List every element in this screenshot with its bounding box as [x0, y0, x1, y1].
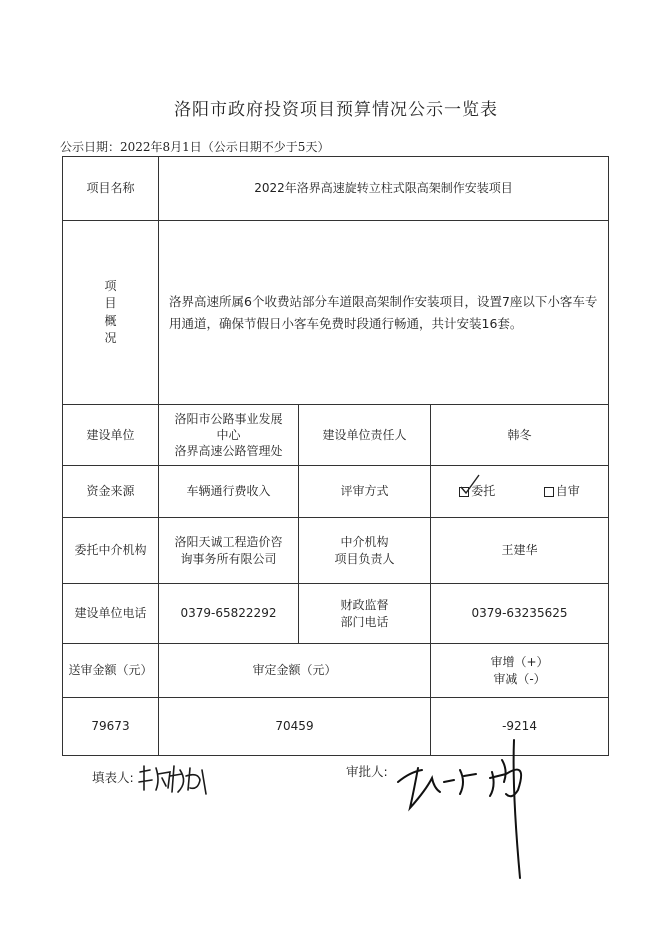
- publish-date: 公示日期：2022年8月1日（公示日期不少于5天）: [60, 140, 330, 154]
- construction-unit-line: 洛阳市公路事业发展: [174, 411, 283, 426]
- project-name-label: 项目名称: [63, 157, 159, 221]
- phone-value: 0379-65822292: [159, 584, 299, 644]
- row-funding: [63, 466, 609, 518]
- agency-line: 询事务所有限公司: [180, 551, 277, 566]
- review-method-label: 评审方式: [299, 466, 431, 518]
- option-entrust[interactable]: [459, 483, 495, 499]
- unit-person-value: 韩冬: [431, 405, 609, 466]
- review-method-options: [431, 466, 609, 518]
- option-entrust-label: 委托: [471, 484, 496, 499]
- approved-amount-header: 审定金额（元）: [159, 644, 431, 698]
- check-mark-icon: [458, 474, 482, 496]
- agency-person-label: [299, 518, 431, 584]
- project-name-value: 2022年洛界高速旋转立柱式限高架制作安装项目: [159, 157, 609, 221]
- construction-unit-value: [159, 405, 299, 466]
- page-title: 洛阳市政府投资项目预算情况公示一览表: [174, 100, 498, 120]
- row-project-name: [63, 157, 609, 221]
- submitted-amount-header: 送审金额（元）: [63, 644, 159, 698]
- overview-label-char: 概: [104, 313, 117, 328]
- row-phone: [63, 584, 609, 644]
- overview-label-char: 况: [104, 330, 117, 345]
- finance-phone-label-line: 财政监督: [340, 598, 389, 613]
- filler-label: 填表人:: [92, 770, 134, 785]
- option-self[interactable]: [544, 483, 580, 499]
- agency-label: 委托中介机构: [63, 518, 159, 584]
- diff-header-line: 审减（-）: [493, 671, 546, 686]
- checkbox-entrust[interactable]: [459, 487, 469, 497]
- agency-person-value: 王建华: [431, 518, 609, 584]
- construction-unit-line: 洛界高速公路管理处: [174, 444, 283, 459]
- row-amounts-header: [63, 644, 609, 698]
- overview-value: 洛界高速所属6个收费站部分车道限高架制作安装项目，设置7座以下小客车专用通道，确保节假日小客车免费时段通行畅通，共计安装16套。: [159, 221, 609, 405]
- overview-label-char: 目: [104, 296, 117, 311]
- funding-label: 资金来源: [63, 466, 159, 518]
- checkbox-self[interactable]: [544, 487, 554, 497]
- unit-person-label: 建设单位责任人: [299, 405, 431, 466]
- agency-person-label-line: 中介机构: [340, 535, 389, 550]
- finance-phone-label-line: 部门电话: [340, 614, 389, 629]
- agency-line: 洛阳天诚工程造价咨: [174, 535, 283, 550]
- diff-amount: -9214: [431, 698, 609, 756]
- construction-unit-label: 建设单位: [63, 405, 159, 466]
- approver-signature-icon: [396, 730, 556, 880]
- overview-label: [63, 221, 159, 405]
- construction-unit-line: 中心: [216, 427, 241, 442]
- approver-label: 审批人:: [346, 764, 388, 779]
- finance-phone-label: [299, 584, 431, 644]
- agency-value: [159, 518, 299, 584]
- funding-value: 车辆通行费收入: [159, 466, 299, 518]
- diff-header-line: 审增（+）: [490, 655, 549, 670]
- overview-label-char: 项: [104, 278, 117, 293]
- phone-label: 建设单位电话: [63, 584, 159, 644]
- filler-signature-icon: [136, 760, 212, 798]
- budget-table: [62, 156, 609, 756]
- option-self-label: 自审: [555, 484, 580, 499]
- row-construction-unit: [63, 405, 609, 466]
- agency-person-label-line: 项目负责人: [334, 551, 395, 566]
- diff-amount-header: [431, 644, 609, 698]
- submitted-amount: 79673: [63, 698, 159, 756]
- row-overview: [63, 221, 609, 405]
- finance-phone-value: 0379-63235625: [431, 584, 609, 644]
- approved-amount: 70459: [159, 698, 431, 756]
- row-agency: [63, 518, 609, 584]
